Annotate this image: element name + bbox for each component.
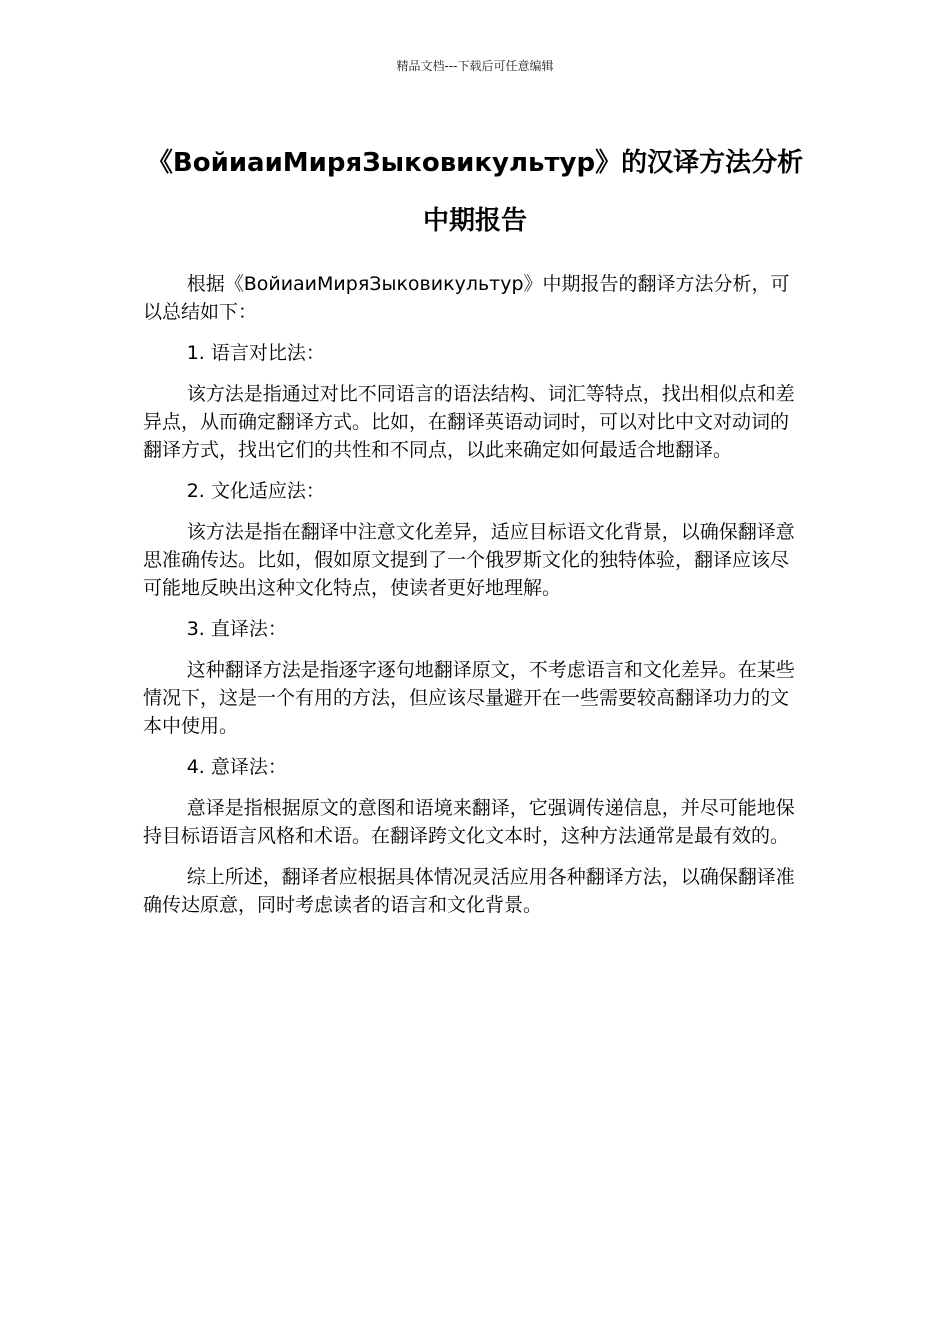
header-note: 精品文档---下载后可任意编辑 — [396, 59, 554, 73]
method-heading-4: 4. 意译法： — [186, 756, 287, 778]
document-title: 《ВойиаиМиряЗыковикультур》的汉译方法分析中期报告 — [146, 148, 804, 236]
method-description-2: 该方法是指在翻译中注意文化差异，适应目标语文化背景，以确保翻译意思准确传达。比如，假如原文提到了一个俄罗斯文化的独特体验，翻译应该尽可能地反映出这种文化特点，使读者更好地理解。 — [143, 521, 795, 599]
method-heading-3: 3. 直译法： — [186, 618, 287, 640]
method-description-1: 该方法是指通过对比不同语言的语法结构、词汇等特点，找出相似点和差异点，从而确定翻译方式。比如，在翻译英语动词时，可以对比中文对动词的翻译方式，找出它们的共性和不同点，以此来确定如何最适合地翻译。 — [143, 383, 795, 461]
document-body — [143, 270, 807, 932]
method-description-3: 这种翻译方法是指逐字逐句地翻译原文，不考虑语言和文化差异。在某些情况下，这是一个有用的方法，但应该尽量避开在一些需要较高翻译功力的文本中使用。 — [143, 659, 795, 737]
method-heading-1: 1. 语言对比法： — [186, 342, 325, 364]
method-description-4: 意译是指根据原文的意图和语境来翻译，它强调传递信息，并尽可能地保持目标语语言风格和术语。在翻译跨文化文本时，这种方法通常是最有效的。 — [143, 797, 795, 847]
conclusion-paragraph: 综上所述，翻译者应根据具体情况灵活应用各种翻译方法，以确保翻译准确传达原意，同时考虑读者的语言和文化背景。 — [143, 866, 795, 916]
method-heading-2: 2. 文化适应法： — [186, 480, 325, 502]
intro-paragraph: 根据《ВойиаиМиряЗыковикультур》中期报告的翻译方法分析，可以总结如下： — [143, 273, 790, 323]
